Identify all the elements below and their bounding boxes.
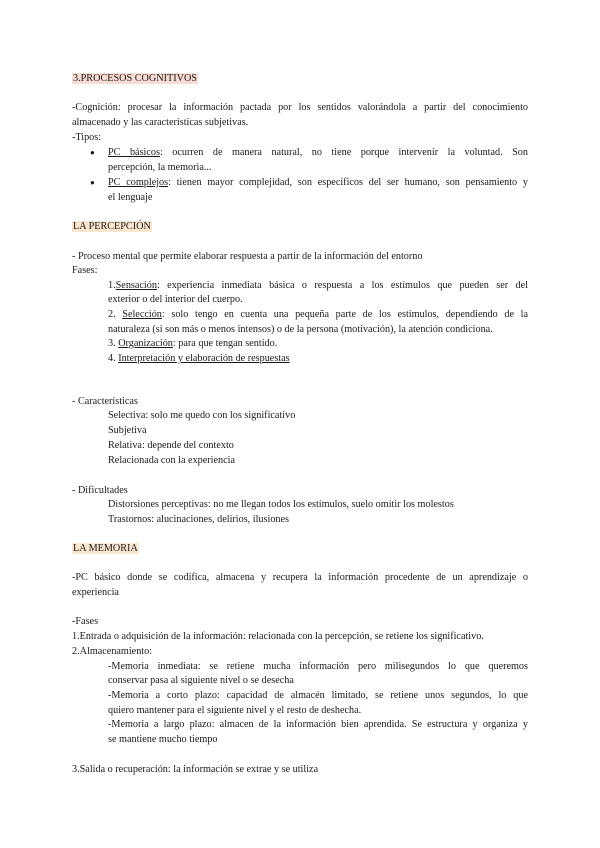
bullet-pc-basicos-cont: percepción, la memoria... xyxy=(108,162,212,173)
dificultad-distorsiones: Distorsiones perceptivas: no me llegan todos los estímulos, suelo omitir los molestos xyxy=(108,499,454,510)
term-seleccion: Selección xyxy=(122,309,162,320)
term-sensacion: Sensación xyxy=(115,280,157,291)
fase-seleccion-num: 2. xyxy=(108,309,123,320)
fase-almacenamiento: 2.Almacenamiento: xyxy=(72,646,153,657)
term-organizacion: Organización xyxy=(118,338,173,349)
caracteristica-subjetiva: Subjetiva xyxy=(108,425,147,436)
bullet-pc-basicos xyxy=(108,146,528,159)
bullet-dot-icon: ● xyxy=(90,178,95,187)
fase-entrada: 1.Entrada o adquisición de la información: relacionada con la percepción, se retiene los significativo. xyxy=(72,631,484,642)
fase-interpretacion xyxy=(108,352,290,365)
fase-organizacion xyxy=(108,337,277,350)
label-fases-percepcion: Fases: xyxy=(72,265,98,276)
paragraph-cognicion-line2: almacenado y las características subjetivas. xyxy=(72,117,249,128)
fase-sensacion-text: : experiencia inmediata básica o respuesta a los estímulos que pueden ser del xyxy=(156,280,528,291)
section-title-memoria-text: LA MEMORIA xyxy=(73,543,138,554)
paragraph-memoria-line2: experiencia xyxy=(72,587,119,598)
label-caracteristicas: - Características xyxy=(72,396,138,407)
term-interpretacion: Interpretación y elaboración de respuestas xyxy=(118,353,290,364)
paragraph-memoria-line1: -PC básico donde se codifica, almacena y recupera la información procedente de un aprendizaje o xyxy=(72,572,528,583)
memoria-inmediata-line1: -Memoria inmediata: se retiene mucha información pero milisegundos lo que queremos xyxy=(108,661,528,672)
fase-organizacion-num: 3. xyxy=(108,338,119,349)
memoria-largo-line2: se mantiene mucho tiempo xyxy=(108,734,218,745)
fase-sensacion-cont: exterior o del interior del cuerpo. xyxy=(108,294,243,305)
label-dificultades: - Dificultades xyxy=(72,485,128,496)
memoria-largo-line1: -Memoria a largo plazo: almacen de la información bien aprendida. Se estructura y organiza y xyxy=(108,719,528,730)
section-title-memoria xyxy=(72,542,139,555)
memoria-inmediata-line2: conservar pasa al siguiente nivel o se desecha xyxy=(108,675,294,686)
bullet-pc-complejos-cont: el lenguaje xyxy=(108,192,153,203)
label-fases-memoria: -Fases xyxy=(72,616,99,627)
caracteristica-selectiva: Selectiva: solo me quedo con los significativo xyxy=(108,410,296,421)
fase-salida: 3.Salida o recuperación: la información se extrae y se utiliza xyxy=(72,764,319,775)
memoria-corto-line1: -Memoria a corto plazo: capacidad de almacén limitado, se retiene unos segundos, lo que xyxy=(108,690,528,701)
bullet-pc-basicos-text: : ocurren de manera natural, no tiene porque intervenir la voluntad. Son xyxy=(159,147,528,158)
fase-sensacion-num: 1. xyxy=(108,280,116,291)
caracteristica-experiencia: Relacionada con la experiencia xyxy=(108,455,235,466)
paragraph-percepcion-intro: - Proceso mental que permite elaborar respuesta a partir de la información del entorno xyxy=(72,251,423,262)
section-title-procesos-text: 3.PROCESOS COGNITIVOS xyxy=(73,73,197,84)
section-title-procesos xyxy=(72,72,198,85)
memoria-corto-line2: quiero mantener para el siguiente nivel y el resto de deshecha. xyxy=(108,705,362,716)
fase-organizacion-text: : para que tengan sentido. xyxy=(172,338,278,349)
bullet-dot-icon: ● xyxy=(90,148,95,157)
fase-sensacion xyxy=(108,279,528,292)
fase-seleccion-text: : solo tengo en cuenta una pequeña parte de los estímulos, dependiendo de la xyxy=(161,309,528,320)
fase-seleccion xyxy=(108,308,528,321)
term-pc-basicos: PC básicos xyxy=(108,147,160,158)
bullet-pc-complejos-text: : tienen mayor complejidad, son específicos del ser humano, son pensamiento y xyxy=(168,177,528,188)
term-pc-complejos: PC complejos xyxy=(108,177,169,188)
fase-seleccion-cont: naturaleza (si son más o menos intensos) o de la persona (motivación), la atención condiciona. xyxy=(108,324,493,335)
caracteristica-relativa: Relativa: depende del contexto xyxy=(108,440,234,451)
section-title-percepcion-text: LA PERCEPCIÓN xyxy=(73,221,151,232)
paragraph-cognicion-line1: -Cognición: procesar la información pactada por los sentidos valorándola a partir del conocimiento xyxy=(72,102,528,113)
fase-interpretacion-num: 4. xyxy=(108,353,119,364)
dificultad-trastornos: Trastornos: alucinaciones, delirios, ilusiones xyxy=(108,514,289,525)
section-title-percepcion xyxy=(72,220,152,233)
bullet-pc-complejos xyxy=(108,176,528,189)
label-tipos: -Tipos: xyxy=(72,132,102,143)
